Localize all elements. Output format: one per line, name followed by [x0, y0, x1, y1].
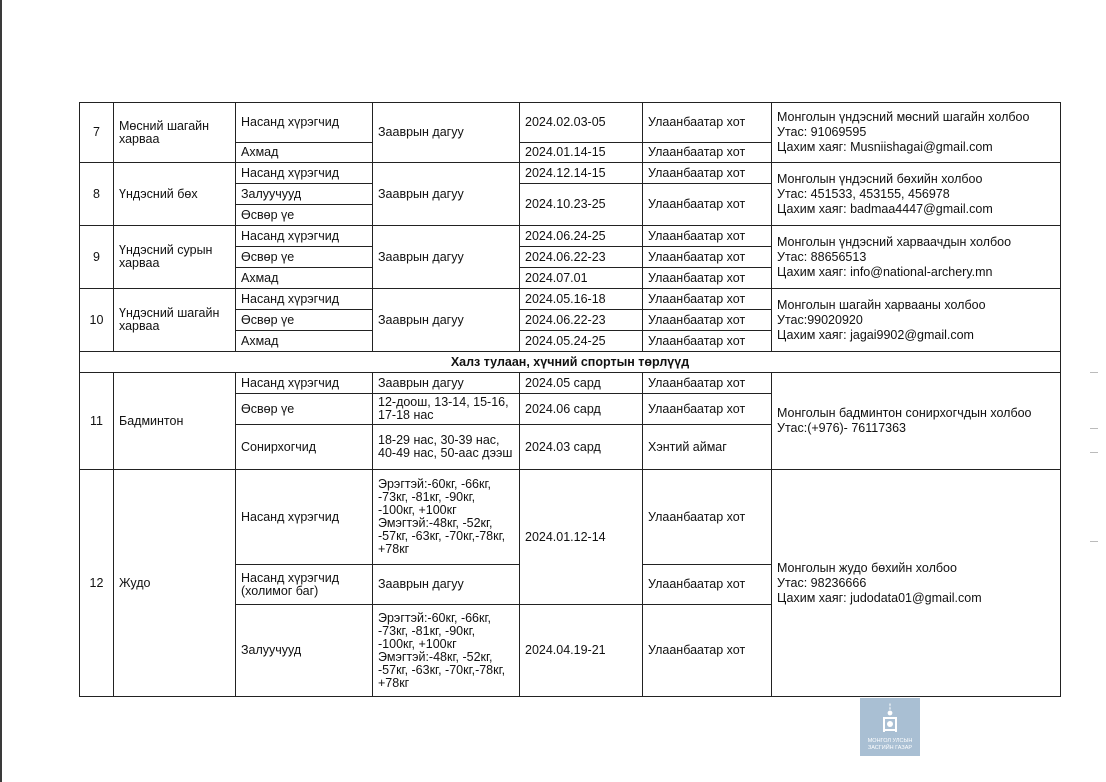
category-cell: Насанд хүрэгчид — [236, 226, 373, 247]
org-email: Цахим хаяг: badmaa4447@gmail.com — [777, 201, 993, 216]
place-cell: Улаанбаатар хот — [643, 289, 772, 310]
condition-cell: Зааврын дагуу — [373, 289, 520, 352]
org-name: Монголын үндэсний мөсний шагайн холбоо — [777, 110, 1030, 124]
org-phone: Утас: 88656513 — [777, 249, 867, 264]
table-row — [80, 289, 1061, 310]
place-cell: Улаанбаатар хот — [643, 310, 772, 331]
date-cell: 2024.03 сард — [520, 425, 643, 470]
condition-cell: Эрэгтэй:-60кг, -66кг, -73кг, -81кг, -90кг, -100кг, +100кг Эмэгтэй:-48кг, -52кг, -57кг, -63кг, -70кг,-78кг, +78кг — [373, 605, 520, 697]
row-number: 10 — [80, 289, 114, 352]
org-name: Монголын үндэсний бөхийн холбоо — [777, 171, 983, 186]
category-cell: Сонирхогчид — [236, 425, 373, 470]
category-cell: Насанд хүрэгчид — [236, 470, 373, 565]
soyombo-emblem-icon — [881, 703, 899, 733]
date-cell: 2024.01.12-14 — [520, 470, 643, 605]
date-cell: 2024.05.24-25 — [520, 331, 643, 352]
category-cell: Насанд хүрэгчид — [236, 373, 373, 394]
category-cell: Өсвөр үе — [236, 205, 373, 226]
place-cell: Улаанбаатар хот — [643, 184, 772, 226]
sport-name: Үндэсний шагайн харваа — [114, 289, 236, 352]
organization-cell — [772, 226, 1061, 289]
date-cell: 2024.06.22-23 — [520, 310, 643, 331]
org-phone: Утас: 91069595 — [777, 125, 867, 139]
category-cell: Ахмад — [236, 268, 373, 289]
place-cell: Улаанбаатар хот — [643, 394, 772, 425]
scan-mark — [1090, 541, 1098, 542]
category-cell: Залуучууд — [236, 184, 373, 205]
condition-cell: Зааврын дагуу — [373, 226, 520, 289]
org-phone: Утас:(+976)- 76117363 — [777, 421, 907, 435]
org-phone: Утас: 98236666 — [777, 575, 867, 590]
organization-cell — [772, 163, 1061, 226]
scan-mark — [1090, 452, 1098, 453]
date-cell: 2024.12.14-15 — [520, 163, 643, 184]
date-cell: 2024.10.23-25 — [520, 184, 643, 226]
page-edge — [0, 0, 2, 782]
date-cell: 2024.05 сард — [520, 373, 643, 394]
scan-mark — [1090, 372, 1098, 373]
table-row — [80, 103, 1061, 143]
place-cell: Улаанбаатар хот — [643, 163, 772, 184]
date-cell: 2024.06 сард — [520, 394, 643, 425]
place-cell: Улаанбаатар хот — [643, 143, 772, 163]
sport-name: Жудо — [114, 470, 236, 697]
place-cell: Улаанбаатар хот — [643, 605, 772, 697]
org-phone: Утас: 451533, 453155, 456978 — [777, 186, 950, 201]
table-row — [80, 470, 1061, 565]
place-cell: Улаанбаатар хот — [643, 565, 772, 605]
org-name: Монголын үндэсний харваачдын холбоо — [777, 234, 1012, 249]
category-cell: Өсвөр үе — [236, 310, 373, 331]
date-cell: 2024.06.24-25 — [520, 226, 643, 247]
row-number: 8 — [80, 163, 114, 226]
date-cell: 2024.02.03-05 — [520, 103, 643, 143]
place-cell: Улаанбаатар хот — [643, 331, 772, 352]
logo-text-line1: МОНГОЛ УЛСЫН — [867, 738, 913, 744]
table-row — [80, 163, 1061, 184]
place-cell: Улаанбаатар хот — [643, 373, 772, 394]
row-number: 7 — [80, 103, 114, 163]
category-cell: Насанд хүрэгчид — [236, 289, 373, 310]
condition-cell: Зааврын дагуу — [373, 565, 520, 605]
date-cell: 2024.06.22-23 — [520, 247, 643, 268]
condition-cell: 12-доош, 13-14, 15-16, 17-18 нас — [373, 394, 520, 425]
table-row — [80, 373, 1061, 394]
table-row — [80, 352, 1061, 373]
organization-cell — [772, 373, 1061, 470]
category-cell: Өсвөр үе — [236, 247, 373, 268]
category-cell: Ахмад — [236, 331, 373, 352]
table-row — [80, 226, 1061, 247]
place-cell: Улаанбаатар хот — [643, 103, 772, 143]
sport-name: Үндэсний бөх — [114, 163, 236, 226]
category-cell: Залуучууд — [236, 605, 373, 697]
place-cell: Улаанбаатар хот — [643, 226, 772, 247]
date-cell: 2024.01.14-15 — [520, 143, 643, 163]
logo-text-line2: ЗАСГИЙН ГАЗАР — [867, 745, 913, 751]
organization-cell — [772, 470, 1061, 697]
organization-cell — [772, 289, 1061, 352]
org-email: Цахим хаяг: judodata01@gmail.com — [777, 590, 982, 605]
condition-cell: Зааврын дагуу — [373, 373, 520, 394]
category-cell: Насанд хүрэгчид (холимог баг) — [236, 565, 373, 605]
row-number: 11 — [80, 373, 114, 470]
category-cell: Насанд хүрэгчид — [236, 163, 373, 184]
sport-name: Үндэсний сурын харваа — [114, 226, 236, 289]
org-email: Цахим хаяг: info@national-archery.mn — [777, 264, 993, 279]
condition-cell: Эрэгтэй:-60кг, -66кг, -73кг, -81кг, -90кг, -100кг, +100кг Эмэгтэй:-48кг, -52кг, -57кг, -63кг, -70кг,-78кг, +78кг — [373, 470, 520, 565]
category-cell: Өсвөр үе — [236, 394, 373, 425]
org-name: Монголын бадминтон сонирхогчдын холбоо — [777, 406, 1032, 420]
date-cell: 2024.05.16-18 — [520, 289, 643, 310]
place-cell: Улаанбаатар хот — [643, 268, 772, 289]
place-cell: Улаанбаатар хот — [643, 247, 772, 268]
date-cell: 2024.07.01 — [520, 268, 643, 289]
org-name: Монголын жудо бөхийн холбоо — [777, 560, 957, 575]
place-cell: Улаанбаатар хот — [643, 470, 772, 565]
org-name: Монголын шагайн харвааны холбоо — [777, 297, 986, 312]
org-phone: Утас:99020920 — [777, 312, 863, 327]
government-seal-logo — [860, 698, 920, 756]
date-cell: 2024.04.19-21 — [520, 605, 643, 697]
org-email: Цахим хаяг: jagai9902@gmail.com — [777, 327, 974, 342]
scan-mark — [1090, 428, 1098, 429]
category-cell: Насанд хүрэгчид — [236, 103, 373, 143]
organization-cell — [772, 103, 1061, 163]
section-heading: Халз тулаан, хүчний спортын төрлүүд — [80, 352, 1061, 373]
competition-schedule-table — [79, 102, 1061, 697]
category-cell: Ахмад — [236, 143, 373, 163]
condition-cell: Зааврын дагуу — [373, 163, 520, 226]
condition-cell: 18-29 нас, 30-39 нас, 40-49 нас, 50-аас дээш — [373, 425, 520, 470]
row-number: 9 — [80, 226, 114, 289]
place-cell: Хэнтий аймаг — [643, 425, 772, 470]
row-number: 12 — [80, 470, 114, 697]
sport-name: Бадминтон — [114, 373, 236, 470]
sport-name: Мөсний шагайн харваа — [114, 103, 236, 163]
condition-cell: Зааврын дагуу — [373, 103, 520, 163]
org-email: Цахим хаяг: Musniishagai@gmail.com — [777, 140, 993, 154]
